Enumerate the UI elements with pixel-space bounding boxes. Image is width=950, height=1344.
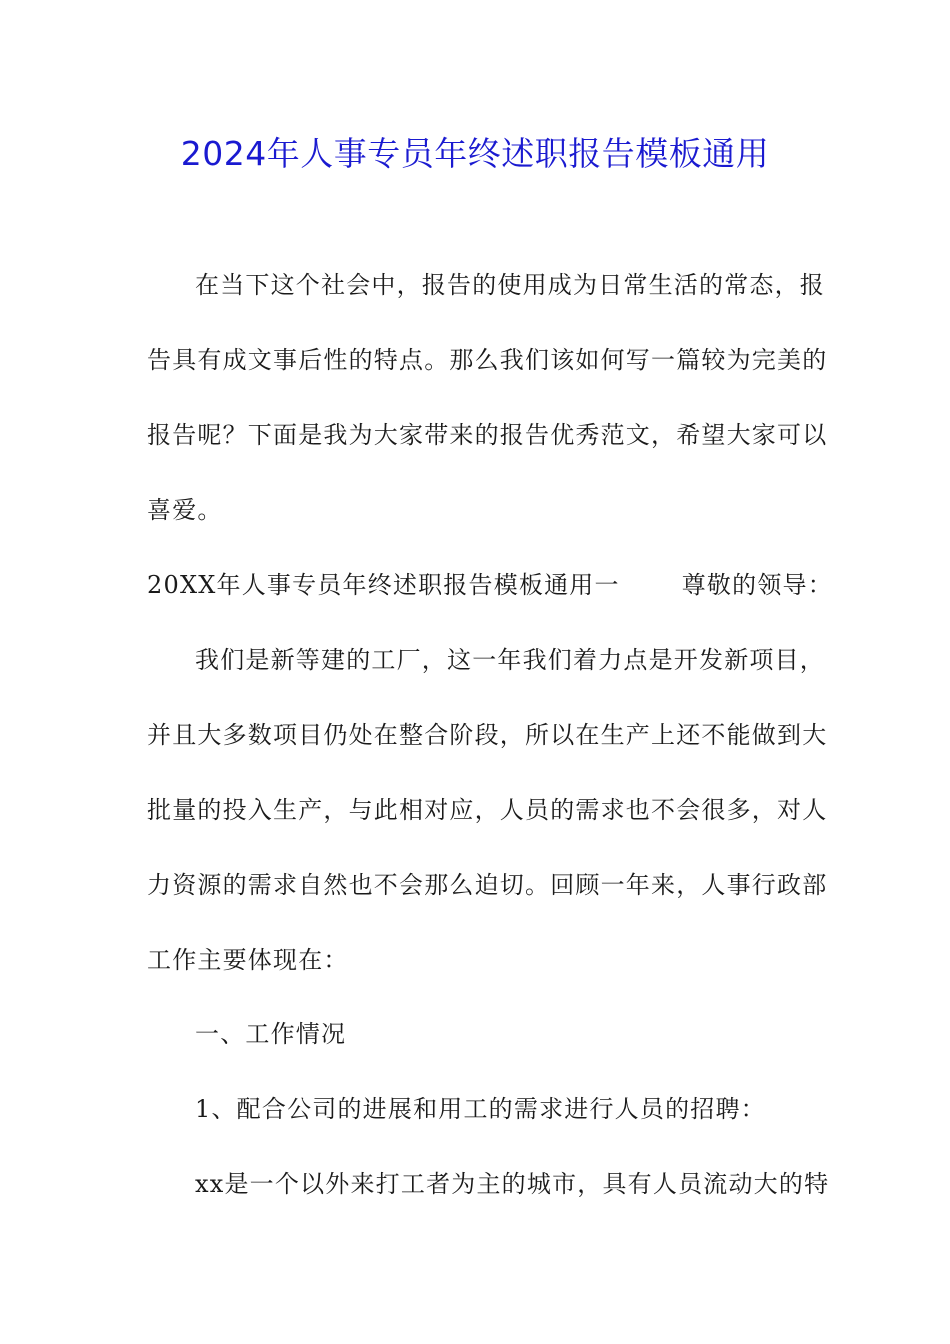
list-item-text: xx是一个以外来打工者为主的城市，具有人员流动大的特 xyxy=(195,1170,830,1198)
body-line-4: 力资源的需求自然也不会那么迫切。回顾一年来，人事行政部 xyxy=(147,871,828,899)
body-line-2: 并且大多数项目仍处在整合阶段，所以在生产上还不能做到大 xyxy=(147,721,828,749)
salutation: 尊敬的领导： xyxy=(681,571,833,599)
intro-line-2: 告具有成文事后性的特点。那么我们该如何写一篇较为完美的 xyxy=(147,346,828,374)
body-line-5: 工作主要体现在： xyxy=(147,946,349,974)
body-line-1: 我们是新等建的工厂，这一年我们着力点是开发新项目， xyxy=(195,646,825,674)
intro-line-4: 喜爱。 xyxy=(147,496,223,524)
list-item-heading: 1、配合公司的进展和用工的需求进行人员的招聘： xyxy=(195,1095,766,1123)
sample-heading: 20XX年人事专员年终述职报告模板通用一 xyxy=(147,571,620,599)
intro-line-1: 在当下这个社会中，报告的使用成为日常生活的常态，报 xyxy=(195,271,825,299)
sample-heading-line xyxy=(147,568,833,602)
intro-line-3: 报告呢？下面是我为大家带来的报告优秀范文，希望大家可以 xyxy=(147,421,828,449)
body-line-3: 批量的投入生产，与此相对应，人员的需求也不会很多，对人 xyxy=(147,796,828,824)
document-title: 2024年人事专员年终述职报告模板通用 xyxy=(180,134,770,173)
section-heading: 一、工作情况 xyxy=(195,1020,347,1048)
